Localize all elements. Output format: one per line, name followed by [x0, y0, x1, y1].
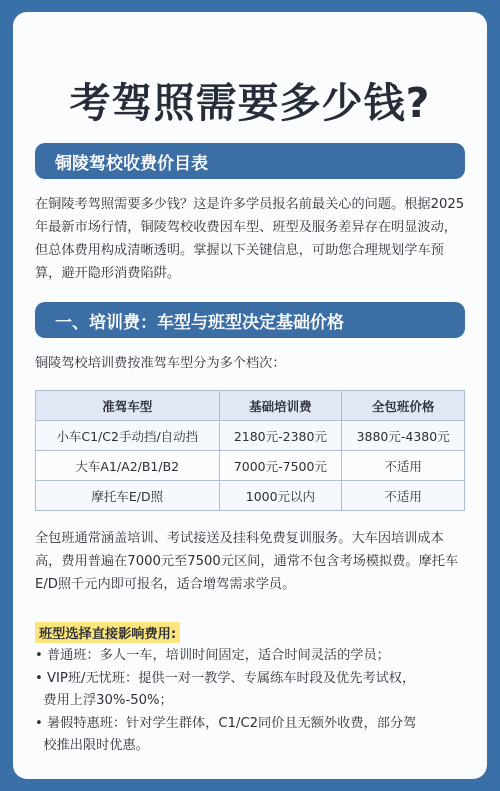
table-header-row: [36, 391, 465, 421]
table-cell: 不适用: [342, 451, 465, 481]
table-row: [36, 481, 465, 511]
table-cell: 摩托车E/D照: [36, 481, 220, 511]
section-heading-price-list: [35, 143, 465, 179]
section-heading-label: 一、培训费：车型与班型决定基础价格: [55, 312, 344, 333]
table-cell: 7000元-7500元: [219, 451, 342, 481]
training-fee-intro: 铜陵驾校培训费按准驾车型分为多个档次：: [35, 356, 286, 371]
table-cell: 3880元-4380元: [342, 421, 465, 451]
list-item: • 普通班：多人一车，培训时间固定，适合时间灵活的学员；: [35, 648, 390, 663]
header-base-fee: 基础培训费: [219, 391, 342, 421]
table-row: [36, 451, 465, 481]
list-item: • 暑假特惠班：针对学生群体，C1/C2同价且无额外收费，部分驾 校推出限时优惠。: [35, 715, 417, 753]
section-heading-label: 铜陵驾校收费价目表: [55, 153, 208, 174]
fee-table: [35, 390, 465, 511]
header-vehicle-type: 准驾车型: [36, 391, 220, 421]
table-cell: 小车C1/C2手动挡/自动挡: [36, 421, 220, 451]
header-all-inclusive: 全包班价格: [342, 391, 465, 421]
list-item: • VIP班/无忧班：提供一对一教学、专属练车时段及优先考试权， 费用上浮30%-50%；: [35, 670, 416, 708]
table-cell: 1000元以内: [219, 481, 342, 511]
table-cell: 大车A1/A2/B1/B2: [36, 451, 220, 481]
class-types-list: [35, 645, 467, 758]
table-cell: 不适用: [342, 481, 465, 511]
intro-paragraph: 在铜陵考驾照需要多少钱？这是许多学员报名前最关心的问题。根据2025年最新市场行情，铜陵驾校收费因车型、班型及服务差异存在明显波动，但总体费用构成清晰透明。掌握以下关键信息，可助您合理规划学车预算，避开隐形消费陷阱。: [35, 197, 465, 281]
class-types-highlight: 班型选择直接影响费用:: [35, 622, 180, 643]
table-row: [36, 421, 465, 451]
section-heading-training-fee: [35, 302, 465, 338]
package-note: 全包班通常涵盖培训、考试接送及挂科免费复训服务。大车因培训成本高，费用普遍在7000元至7500元区间，通常不包含考场模拟费。摩托车E/D照千元内即可报名，适合增驾需求学员。: [35, 531, 459, 592]
page-title: 考驾照需要多少钱?: [69, 79, 431, 127]
content-card: [13, 12, 487, 779]
table-cell: 2180元-2380元: [219, 421, 342, 451]
